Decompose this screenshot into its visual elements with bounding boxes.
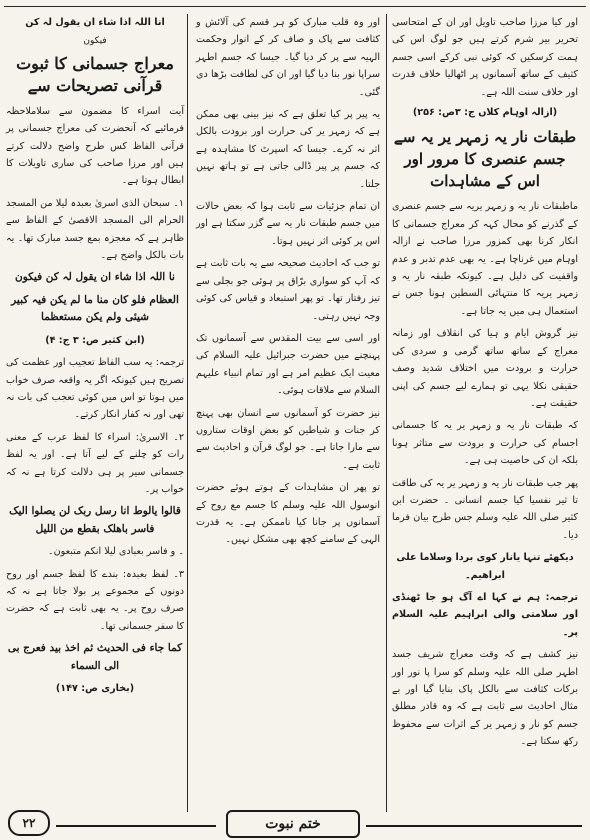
paragraph: ماطبقات نار یہ و زمہر یریہ سے جسم عنصری کے گذرنے کو محال کہہ کر معراج جسمانی کا انکار کرنا بھی کمزور مرزا صاحب نے ازالہ اوہام میں غرناچا ہے۔ یہ بھی عدم تدبر و عدم واقفیت کی دلیل ہے۔ کیونکہ طبقہ نار یہ و زمہر یریہ کا منتہائی السطین ہونا جس نے استعمال ہی میں یہ جاتا ہے۔ (392, 201, 578, 317)
column-divider (187, 14, 188, 812)
paragraph: تو جب کہ احادیث صحیحہ سے یہ بات ثابت ہے کہ آپ کو سواری برّاق پر ہوئی جو بجلی سے تیز رفتار تھا۔ تو پھر استبعاد و قیاس کی کوئی وجہ نہیں رہتی۔ (196, 258, 380, 322)
section-heading: طبقات نار یہ زمہر یر یہ سے جسم عنصری کا مرور اور اس کے مشاہدات (393, 128, 577, 191)
paragraph: آیت اسراء کا مضمون سے سلاملاحظہ فرمائیے کہ آنحضرت کی معراج جسمانی پر قرآنی الفاظ کس طرح واضح دلالت کرتے ہیں اور مرزا صاحب کی ساری تاویلات کا ابطال ہوتا ہے۔ (6, 105, 184, 187)
footer-rule (56, 825, 216, 827)
paragraph: ان تمام جزئیات سے ثابت ہوا کہ بعض حالات میں جسم طبقات نار یہ سے گزر سکتا ہے اور اس پر کوئی اثر نہیں ہوتا۔ (196, 201, 380, 247)
paragraph: نیز حضرت کو آسمانوں سے انسان بھی پہنچ کر جنات و شیاطین کو بعض اوقات ستاروں سے مارا جاتا ہے۔ جو لوگ قرآن و احادیث سے ثابت ہے۔ (196, 407, 380, 471)
footer (0, 810, 590, 840)
paragraph: تو پھر ان مشاہدات کے ہوتے ہوئے حضرت انوسول اللہ علیہ وسلم کا جسم مع روح کے آسمانوں پر جانا کیا ناممکن ہے۔ یہ قدرت الہی کے سامنے کچھ بھی مشکل نہیں۔ (196, 482, 380, 546)
reference: (ابن کثیر ص: ۳ ج: ۴) (45, 334, 145, 346)
translation: ترجمہ: ہم نے کہا اے آگ ہو جا ٹھنڈی اور سلامتی والی ابراہیم علیہ السلام پر۔ (392, 591, 578, 638)
article-title: معراج جسمانی کا ثبوت قرآنی تصریحات سے (16, 53, 174, 95)
article-title-block (6, 14, 184, 97)
page-number: ۲۲ (8, 810, 50, 836)
paragraph: ترجمہ: یہ سب الفاظ تعجیب اور عظمت کی تصریح ہیں کیونکہ اگر یہ واقعہ صرف خواب میں ہوتا تو اس میں کوئی تعجب کی بات نہ تھی اور نہ کفار انکار کرتے۔ (6, 357, 184, 421)
paragraph: نیز کشف ہے کہ وقت معراج شریف جسد اطہر صلی اللہ علیہ وسلم کو سرا پا نور اور برکات کثافت سے بالکل پاک بنایا گیا اور بے مثال احادیث سے ثابت ہے کہ وہ قادر مطلق جسم کو نار و زمہر یر کے اثرات سے محفوظ رکھ سکتا ہے۔ (392, 649, 578, 748)
paragraph: یہ پیر پر کیا تعلق ہے کہ نیز بینی بھی ممکن ہے کہ زمہر یر کی حرارت اور برودت بالکل اثر نہ کرے۔ جیسا کہ اسپرٹ کا مشاہدہ ہے کہ جسم پر پیر ڈالی جاتی ہے تو ہاتھ نہیں جلتا۔ (196, 109, 380, 190)
column-left (6, 14, 184, 702)
paragraph: اور کیا مرزا صاحب تاویل اور ان کے امتحاسی تحریر بیر شرم کرتے ہیں جو لوگ اس کی ہمت کرسکیں کہ کوئی نبی کرکے اسی جسم کثیف کے ساتھ آسمانوں پر اٹھالیا خلاف قدرت اور خلاف سنت اللہ ہے۔ (392, 17, 578, 98)
paragraph: اور وہ قلب مبارک کو ہر قسم کی آلائش و کثافت سے پاک و صاف کر کے انوار وحکمت الہیہ سے پر کر دیا گیا۔ جیسا کہ جسم اطہر سراپا نور بنا دیا گیا اور ان کی لطافت بڑھا دی گئی۔ (196, 17, 380, 98)
title-verse-end: فیکون (83, 36, 107, 47)
paragraph: اور اسی سے بیت المقدس سے آسمانوں تک پہنچنے میں حضرت جبرائیل علیہ السلام کی معیت ایک عظیم امر ہے اور تمام انبیاء علیہم السلام سے ملاقات ہوئی۔ (196, 332, 380, 397)
reference: (ازالہ اوہام کلاں ج: ۳ص: ۲۵۶) (412, 107, 558, 119)
reference: (بخاری ص: ۱۴۷) (55, 683, 135, 694)
arabic-quote: کما جاء فی الحدیث ثم اخذ بید فعرج بی الی السماء (7, 642, 183, 672)
quote-arabic: دیکھئے تنہا یانار کوی بردا وسلاما علی ابراھیم۔ (396, 552, 574, 581)
arabic-quote: نا اللہ اذا شاء ان یقول لہ کن فیکون (15, 271, 175, 284)
column-middle (196, 14, 380, 554)
top-border (4, 6, 586, 7)
arabic-quote: العظام فلو کان منا ما لم یکن فیہ کبیر شیئی ولم یکن مستعظما (11, 293, 179, 324)
arabic-quote: قالوا یالوط انا رسل ربک لن یصلوا الیک فاسر باھلک بقطع من اللیل (9, 505, 181, 535)
paragraph: ۔ و فاسر بعبادی لیلا انکم متبعون۔ (47, 546, 184, 558)
column-right (392, 14, 578, 756)
paragraph: ۳۔ لفظ بعبدہ: بندے کا لفظ جسم اور روح دونوں کے مجموعے پر بولا جاتا ہے نہ کہ صرف روح پر۔ یہ بھی ثابت ہے کہ حضرت کا سفر جسمانی تھا۔ (6, 568, 184, 632)
footer-rule (366, 825, 582, 827)
paragraph: ۲۔ الاسریٰ: اسراء کا لفظ عرب کے معنی رات کو چلنے کے لیے آتا ہے۔ اور یہ لفظ جسمانی سیر پر ہی دلالت کرتا ہے نہ کہ خواب پر۔ (6, 431, 184, 495)
magazine-logo: ختم نبوت (226, 810, 360, 838)
paragraph: ۱۔ سبحان الذی اسریٰ بعبدہ لیلا من المسجد الحرام الی المسجد الاقصیٰ کے الفاظ سے ظاہر ہے کہ معجزہ بمع جسد مبارک تھا۔ یہ بات بالکل واضح ہے۔ (6, 197, 184, 262)
paragraph: پھر جب طبقات نار یہ و زمہر یر یہ کی طاقت تا ثیر نفسیا کیا جسم انسانی ۔ حضرت ابن کثیر صلی اللہ علیہ وسلم جس طرح بیان فرما دیا۔ (392, 477, 578, 541)
paragraph: کہ طبقات نار یہ و زمہر یر یہ کا جسمانی اجسام کی حرارت و برودت سے متاثر ہونا بلکہ ان کی حاصیت ہی ہے۔ (392, 420, 578, 467)
title-verse: انا اللہ اذا شاء ان یقول لہ کن (25, 17, 165, 28)
paragraph: نیز گروش ایام و ہیا کی انقلاف اور زمانہ معراج کے ساتھ ساتھ گرمی و سردی کی حرارت و برودت میں اختلاف شدید وصف حقیقی نکلا یہی تو ہمارے لیے جسم کی اپنی حقیقت ہے۔ (392, 328, 578, 409)
column-divider (386, 14, 387, 812)
